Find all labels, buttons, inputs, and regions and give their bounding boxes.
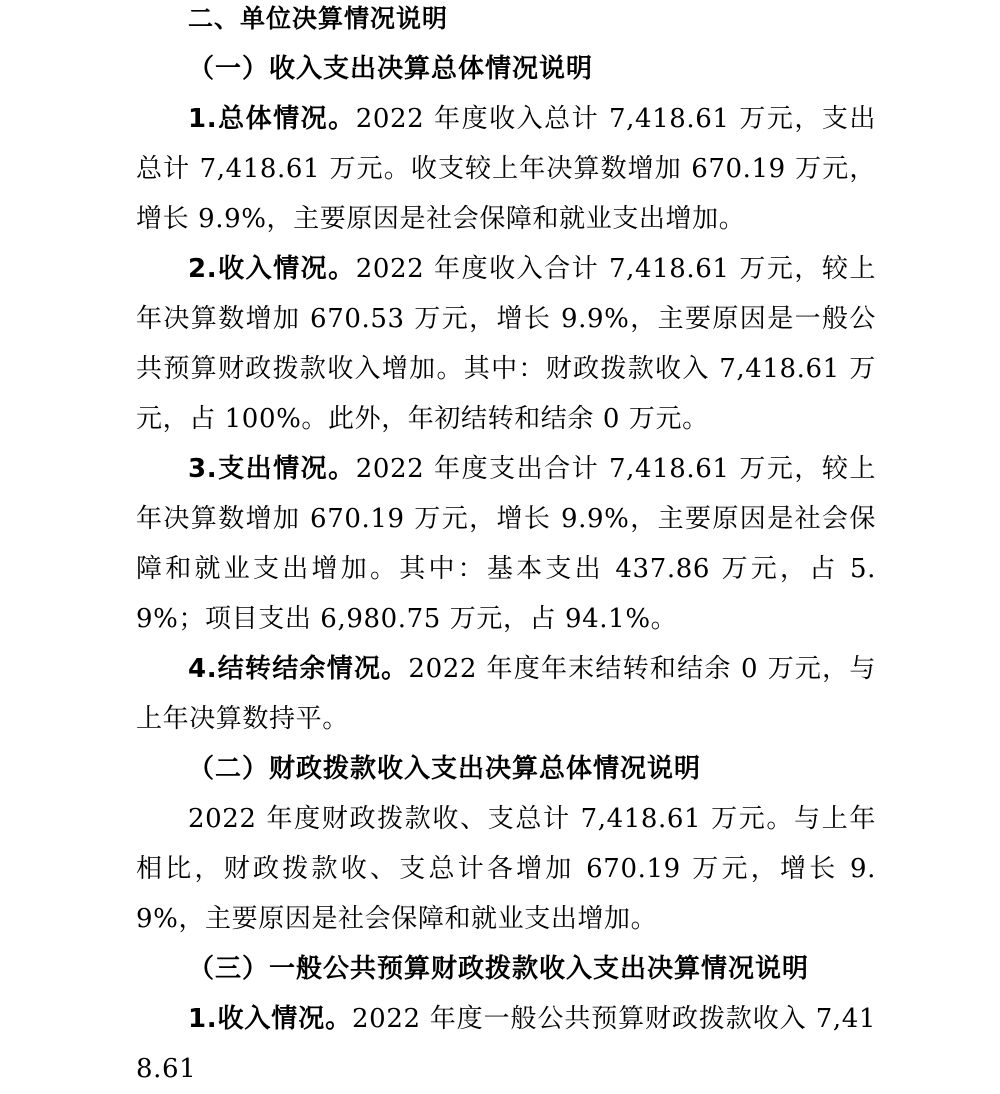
subsection-title-fiscal-appropriation: （二）财政拨款收入支出决算总体情况说明 [188, 754, 702, 784]
paragraph-lead: 2.收入情况。 [188, 254, 356, 284]
paragraph-gpb-income [136, 994, 876, 1094]
section-title: 二、单位决算情况说明 [188, 4, 449, 33]
paragraph-text: 2022 年度支出合计 7,418.61 万元，较上年决算数增加 670.19 万元，增长 9.9%，主要原因是社会保障和就业支出增加。其中：基本支出 437.86 万元，占 5.9%；项目支出 6,980.75 万元，占 94.1%。 [136, 454, 877, 634]
paragraph-income [136, 244, 876, 444]
paragraph-text: 2022 年度年末结转和结余 0 万元，与上年决算数持平。 [136, 654, 876, 734]
paragraph-fiscal-appropriation: 2022 年度财政拨款收、支总计 7,418.61 万元。与上年相比，财政拨款收、支总计各增加 670.19 万元，增长 9.9%，主要原因是社会保障和就业支出增加。 [136, 804, 876, 934]
paragraph-text: 2022 年度收入总计 7,418.61 万元，支出总计 7,418.61 万元。收支较上年决算数增加 670.19 万元，增长 9.9%，主要原因是社会保障和就业支出增加。 [136, 104, 877, 234]
paragraph-lead: 1.收入情况。 [188, 1004, 353, 1034]
paragraph-lead: 1.总体情况。 [188, 104, 356, 134]
subsection-title-income-expense: （一）收入支出决算总体情况说明 [188, 54, 594, 84]
document-body [136, 0, 876, 1094]
paragraph-text: 2022 年度一般公共预算财政拨款收入 7,418.61 [136, 1004, 876, 1084]
subsection-title-general-public-budget: （三）一般公共预算财政拨款收入支出决算情况说明 [188, 954, 810, 984]
paragraph-expense [136, 444, 876, 644]
paragraph-lead: 3.支出情况。 [188, 454, 356, 484]
paragraph-lead: 4.结转结余情况。 [188, 654, 409, 684]
paragraph-text: 2022 年度收入合计 7,418.61 万元，较上年决算数增加 670.53 万元，增长 9.9%，主要原因是一般公共预算财政拨款收入增加。其中：财政拨款收入 7,418.61 万元，占 100%。此外，年初结转和结余 0 万元。 [136, 254, 877, 434]
paragraph-carryover [136, 644, 876, 744]
paragraph-overall [136, 94, 876, 244]
